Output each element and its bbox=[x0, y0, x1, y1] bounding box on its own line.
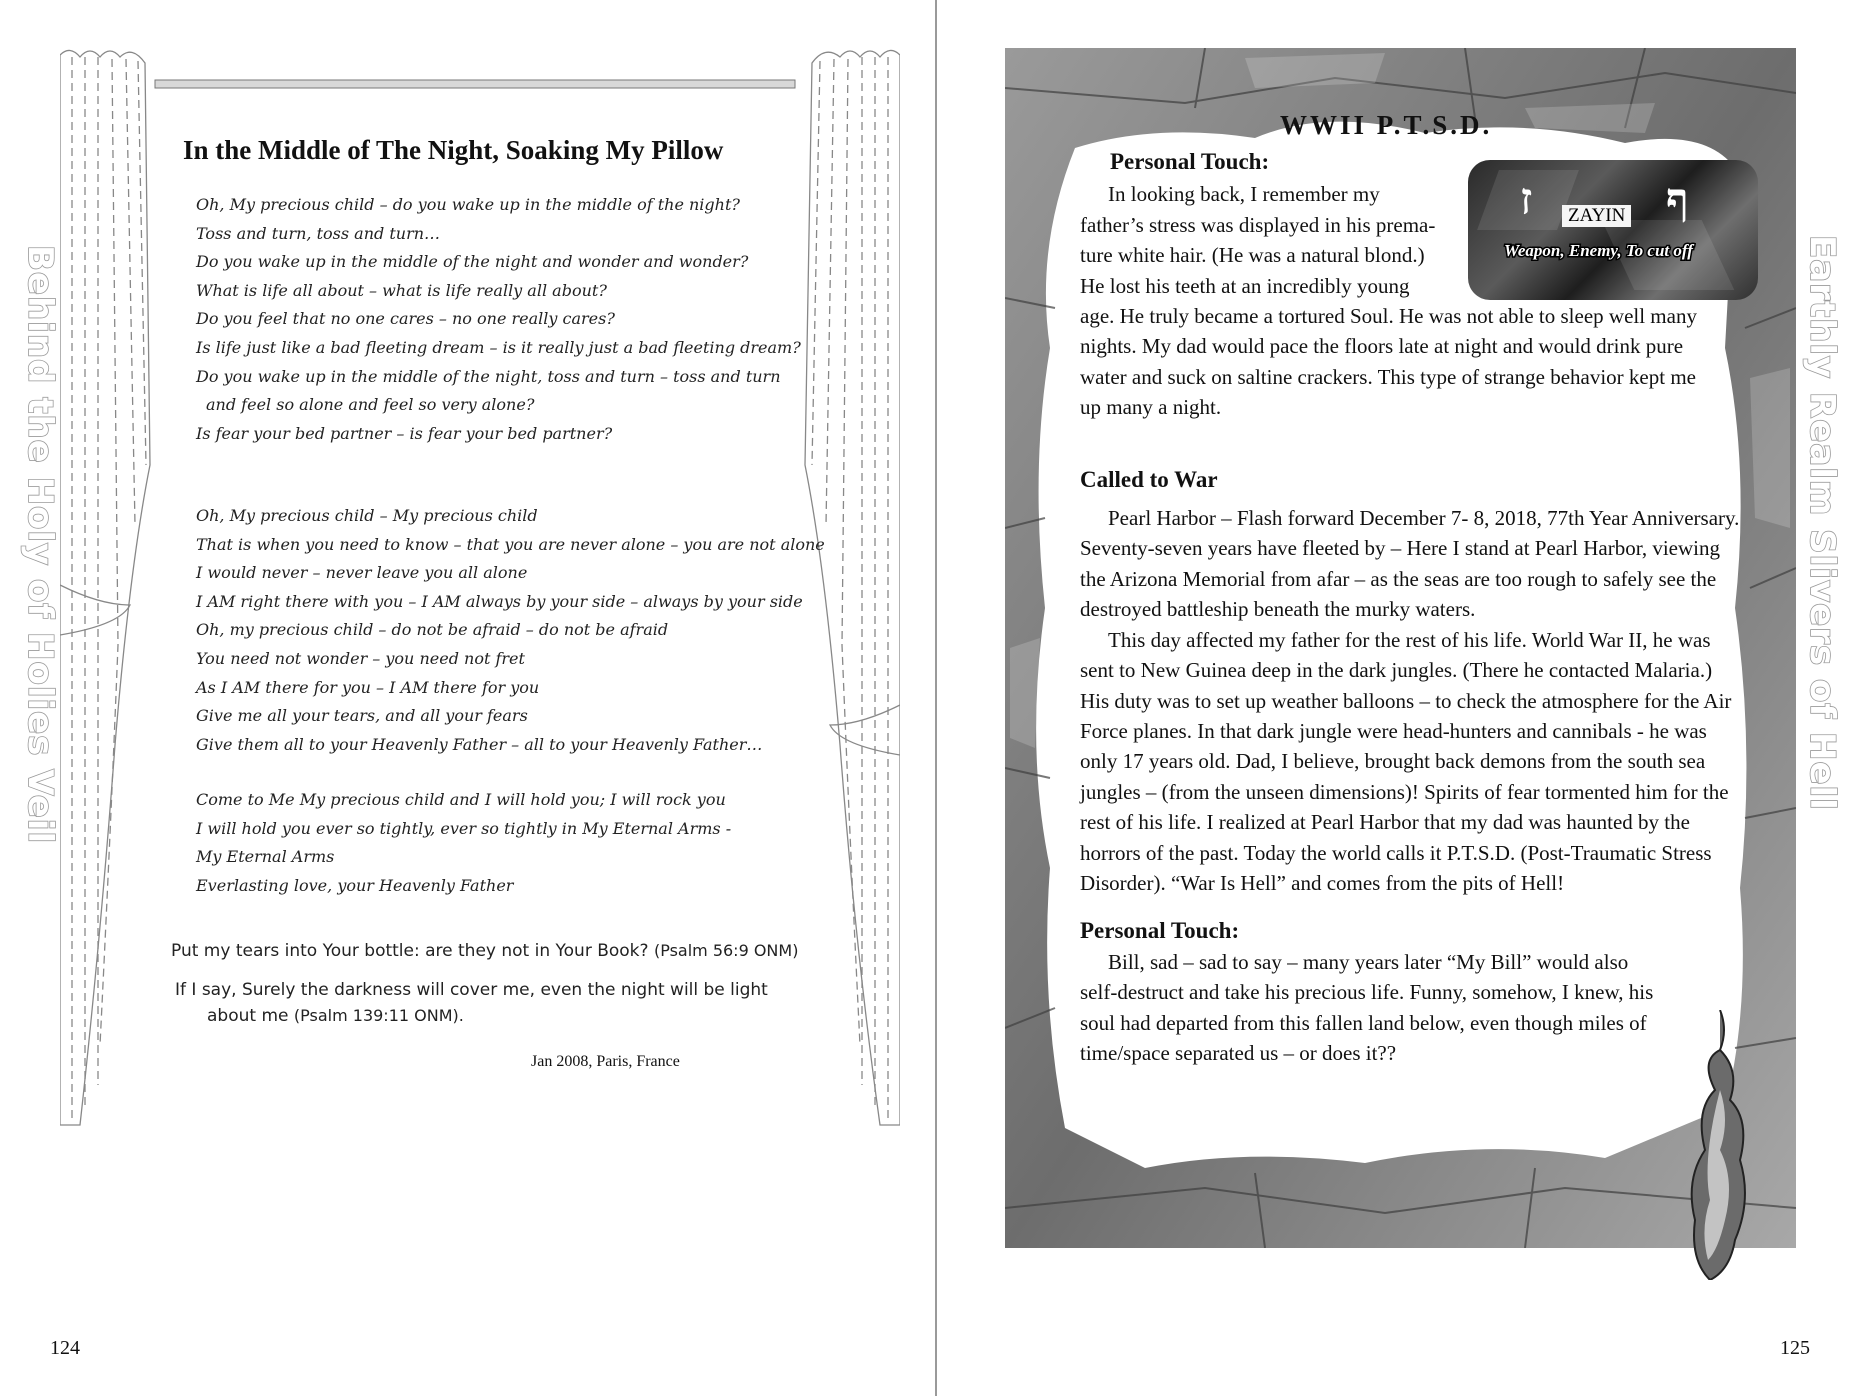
paragraph: age. He truly became a tortured Soul. He was not able to sleep well many nights. My dad would pace the floors late at night and would drink pure water and suck on saltine crackers. This type of strange behavior kept me up many a night. bbox=[1080, 304, 1697, 420]
verse-text: If I say, Surely the darkness will cover me, even the night will be light bbox=[175, 980, 768, 1000]
section-heading: Personal Touch: bbox=[1110, 149, 1270, 174]
poem-line: As I AM there for you – I AM there for you bbox=[196, 677, 540, 697]
poem-line: Come to Me My precious child and I will hold you; I will rock you bbox=[196, 790, 726, 809]
poem-signature: Jan 2008, Paris, France bbox=[531, 1053, 680, 1070]
poem-line: I AM right there with you – I AM always by your side – always by your side bbox=[196, 591, 803, 611]
verse-text: Put my tears into Your bottle: are they not in Your Book? bbox=[171, 941, 649, 961]
verse-text: about me bbox=[207, 1006, 289, 1026]
poem-line: Oh, My precious child – do you wake up in the middle of the night? bbox=[196, 195, 740, 214]
paragraph-line: father’s stress was displayed in his prema- bbox=[1080, 212, 1436, 237]
left-side-tab: Behind the Holy of Holies Veil bbox=[20, 245, 60, 845]
zayin-meaning: Weapon, Enemy, To cut off bbox=[1504, 241, 1693, 260]
page-number-left: 124 bbox=[50, 1337, 80, 1359]
hebrew-final-glyph: ף bbox=[1666, 174, 1689, 225]
paragraph-line: He lost his teeth at an incredibly young bbox=[1080, 273, 1410, 298]
poem-line: Toss and turn, toss and turn… bbox=[196, 223, 441, 243]
poem-line: Do you wake up in the middle of the night and wonder and wonder? bbox=[196, 252, 749, 272]
poem-title: In the Middle of The Night, Soaking My Pillow bbox=[183, 135, 724, 165]
page-number-right: 125 bbox=[1780, 1337, 1810, 1359]
scripture-verse-2 bbox=[175, 977, 768, 1029]
poem-line: That is when you need to know – that you are never alone – you are not alone bbox=[196, 534, 825, 554]
poem-stanza-3 bbox=[196, 786, 731, 900]
poem-line: Is life just like a bad fleeting dream – is it really just a bad fleeting dream? bbox=[196, 337, 801, 357]
poem-stanza-1 bbox=[196, 191, 801, 448]
section-heading: Called to War bbox=[1080, 466, 1218, 492]
poem-line: You need not wonder – you need not fret bbox=[196, 648, 525, 668]
poem-line: Everlasting love, your Heavenly Father bbox=[196, 875, 514, 895]
poem-line: Is fear your bed partner – is fear your bed partner? bbox=[196, 423, 613, 443]
poem-line: Oh, my precious child – do not be afraid – do not be afraid bbox=[196, 620, 669, 640]
poem-line: Do you wake up in the middle of the night, toss and turn – toss and turn bbox=[196, 366, 781, 386]
poem-line: Give me all your tears, and all your fears bbox=[196, 706, 528, 726]
poem-line: My Eternal Arms bbox=[196, 847, 335, 867]
poem-line: and feel so alone and feel so very alone? bbox=[206, 395, 535, 415]
paragraph-line: In looking back, I remember my bbox=[1108, 182, 1380, 207]
hebrew-zayin-glyph: ז bbox=[1520, 174, 1533, 225]
paragraph-line: ture white hair. (He was a natural blond.) bbox=[1080, 243, 1425, 268]
scripture-verse-1 bbox=[171, 941, 798, 961]
article-body bbox=[1080, 100, 1740, 1068]
verse-reference: (Psalm 56:9 ONM) bbox=[653, 941, 799, 960]
poem-line: Do you feel that no one cares – no one really cares? bbox=[196, 309, 615, 329]
zayin-name: ZAYIN bbox=[1562, 205, 1631, 227]
poem-line: Give them all to your Heavenly Father – all to your Heavenly Father… bbox=[196, 734, 763, 754]
poem-line: I will hold you ever so tightly, ever so tightly in My Eternal Arms - bbox=[196, 818, 732, 838]
section-heading: Personal Touch: bbox=[1080, 918, 1240, 944]
poem-line: What is life all about – what is life really all about? bbox=[196, 280, 607, 300]
paragraph: Bill, sad – sad to say – many years later “My Bill” would also self-destruct and take his precious life. Funny, somehow, I knew, his soul had departed from this fallen land below, even though miles of time/space separated us – or does it?? bbox=[1080, 949, 1654, 1065]
chapter-title: WWII P.T.S.D. bbox=[1280, 110, 1493, 140]
paragraph: Pearl Harbor – Flash forward December 7- 8, 2018, 77th Year Anniversary. Seventy-seven years have fleeted by – Here I stand at Pearl Harbor, viewing the Arizona Memorial from afar – as the seas are too rough to safely see the destroyed battleship beneath the murky waters. bbox=[1080, 506, 1740, 622]
paragraph: This day affected my father for the rest of his life. World War II, he was sent to New Guinea deep in the dark jungles. (There he contacted Malaria.) His duty was to set up weather balloons – to check the atmosphere for the Air Force planes. In that dark jungle were head-hunters and cannibals - he was only 17 years old. Dad, I believe, brought back demons from the south sea jungles – (from the unseen dimensions)! Spirits of fear tormented him for the rest of his life. I realized at Pearl Harbor that my dad was haunted by the horrors of the past. Today the world calls it P.T.S.D. (Post-Traumatic Stress Disorder). “War Is Hell” and comes from the pits of Hell! bbox=[1080, 627, 1732, 895]
poem-line: Oh, My precious child – My precious child bbox=[196, 506, 538, 525]
verse-reference: (Psalm 139:11 ONM). bbox=[293, 1006, 464, 1025]
poem-line: I would never – never leave you all alone bbox=[196, 563, 528, 583]
poem-stanza-2 bbox=[196, 502, 825, 759]
